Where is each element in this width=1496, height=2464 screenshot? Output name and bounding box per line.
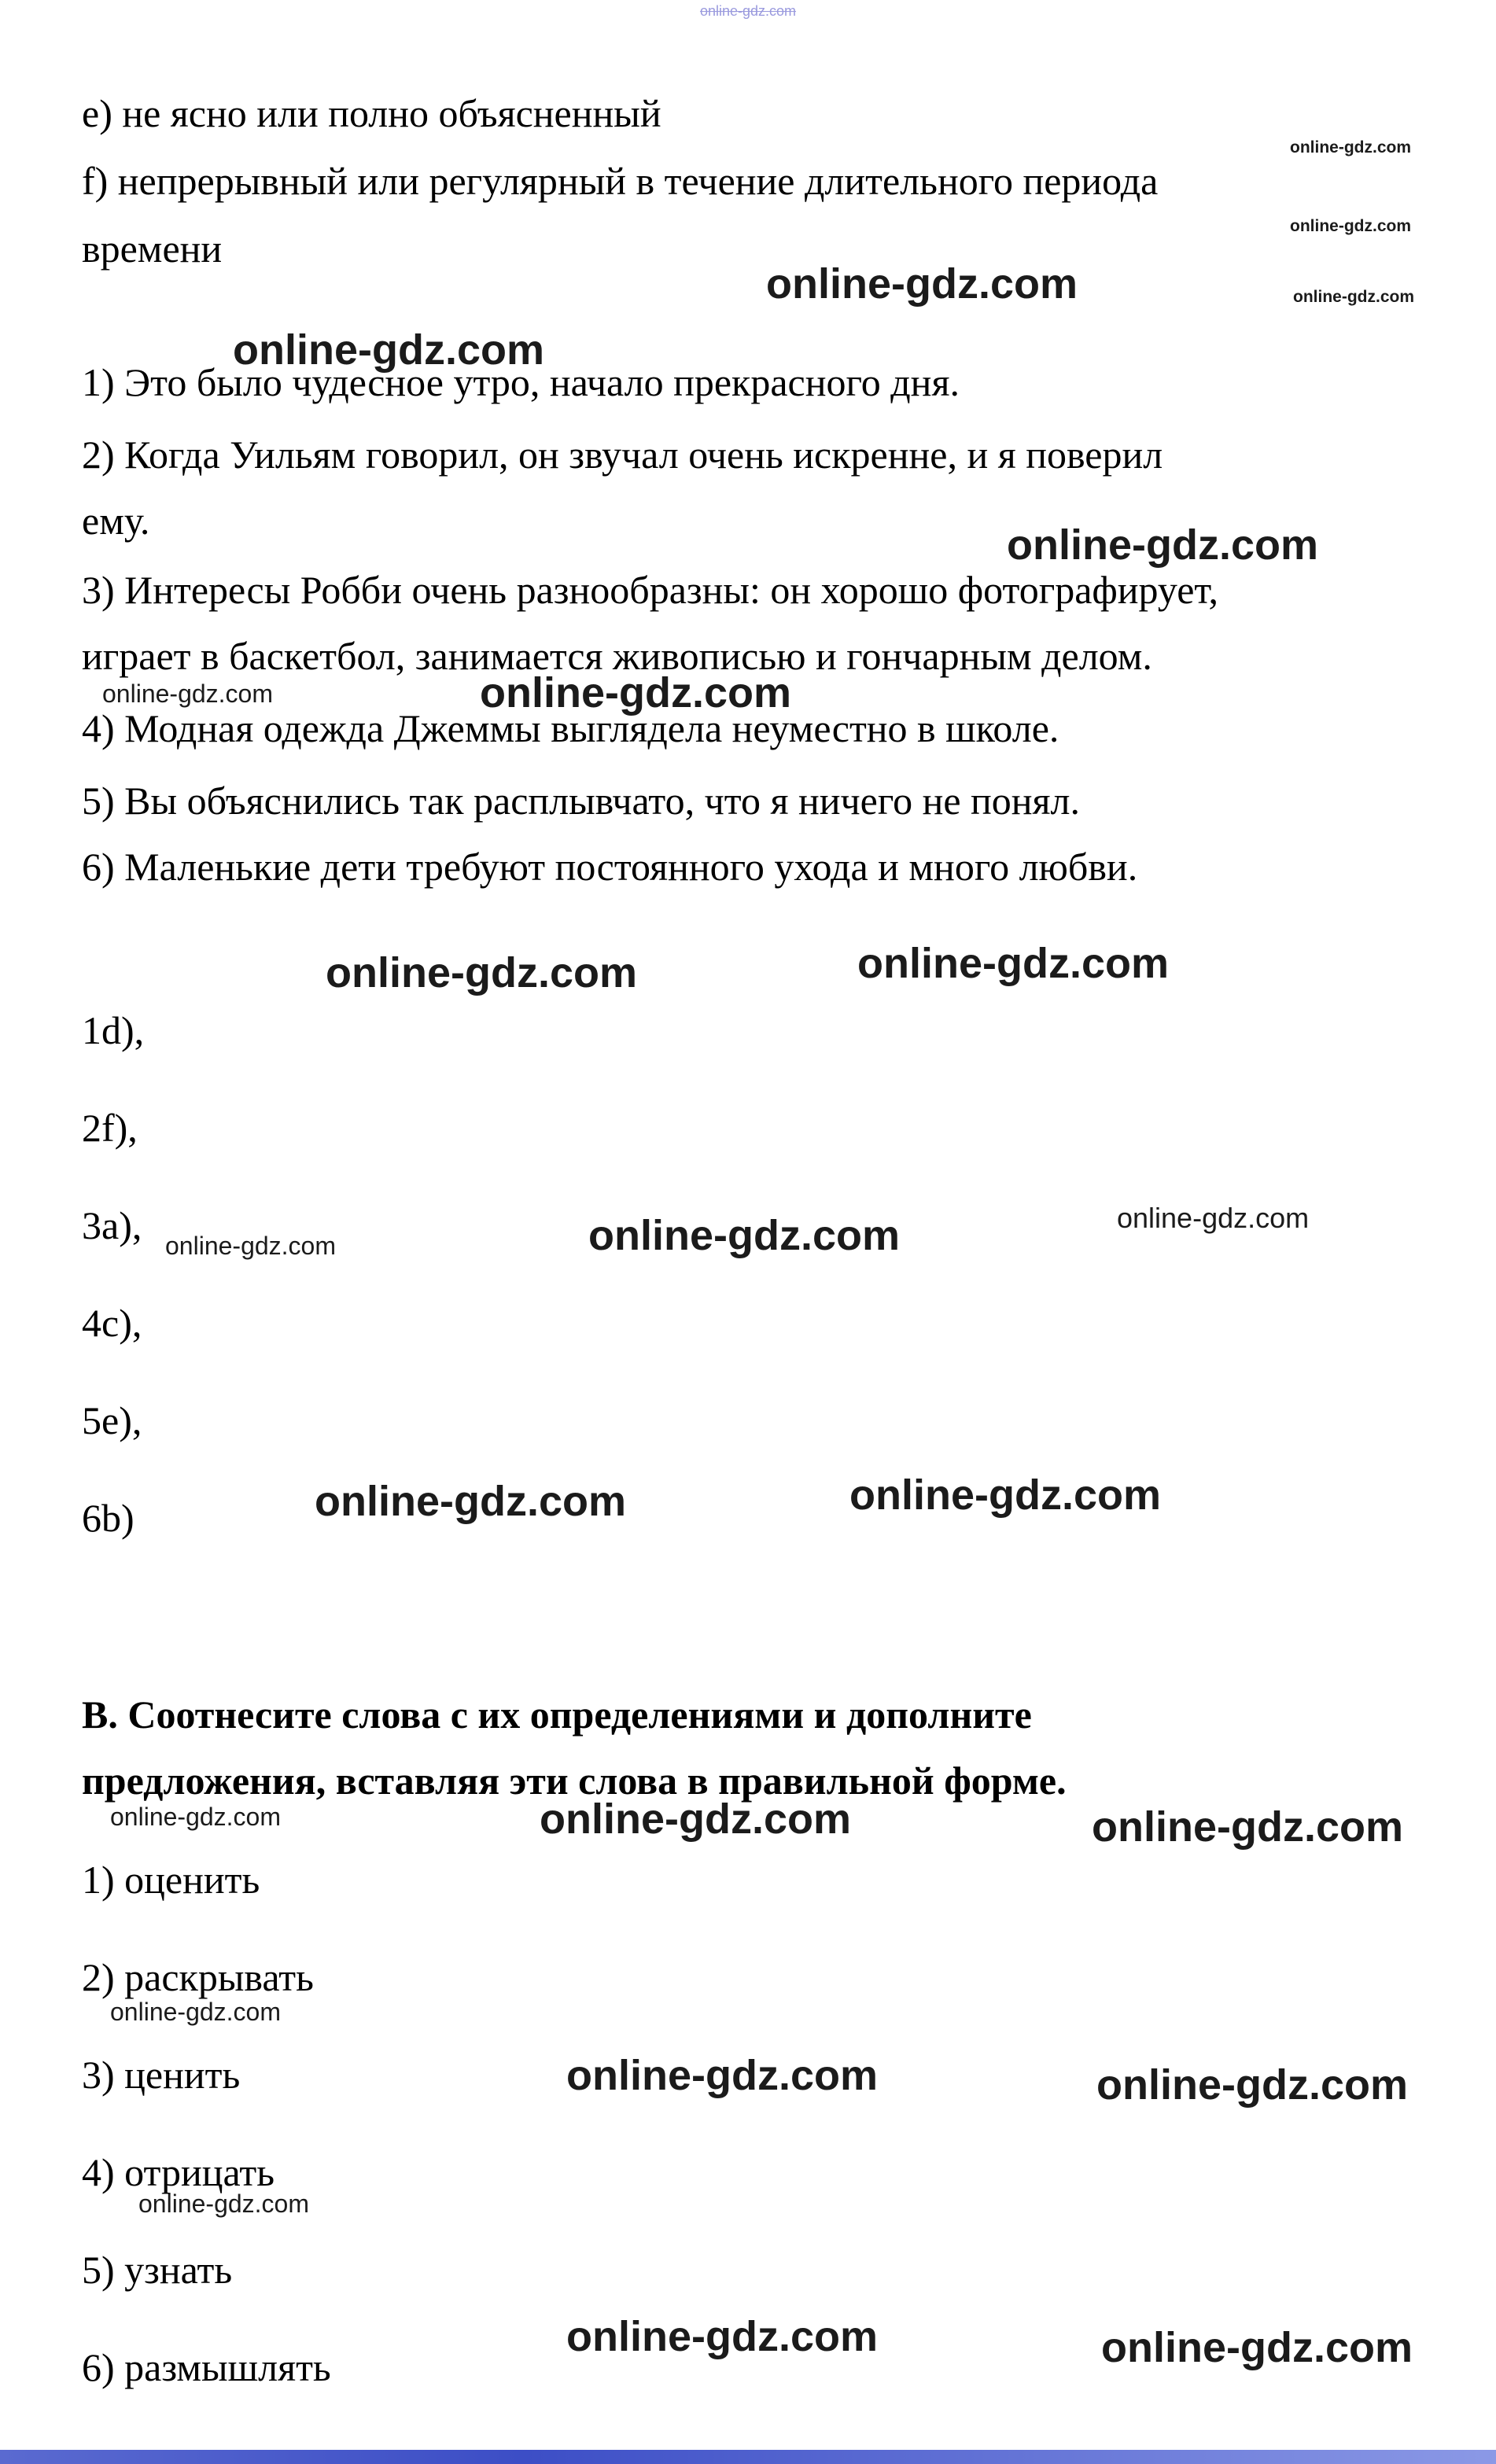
word-line: 5) узнать [82, 2248, 233, 2292]
word-line: 3) ценить [82, 2053, 241, 2097]
watermark: online-gdz.com [766, 260, 1078, 308]
definition-line: е) не ясно или полно объясненный [82, 91, 661, 135]
exercise-b-heading-line: В. Соотнесите слова с их определениями и дополните [82, 1692, 1032, 1737]
watermark: online-gdz.com [857, 940, 1169, 987]
word-line: 6) размышлять [82, 2345, 331, 2389]
exercise-b-heading-line: предложения, вставляя эти слова в правильной форме. [82, 1759, 1067, 1803]
watermark: online-gdz.com [1117, 1202, 1310, 1234]
watermark: online-gdz.com [102, 680, 273, 708]
top-watermark: online-gdz.com [699, 3, 797, 19]
watermark: online-gdz.com [849, 1471, 1161, 1519]
watermark: online-gdz.com [1101, 2324, 1413, 2371]
sentence-line: 1) Это было чудесное утро, начало прекрасного дня. [82, 360, 960, 404]
watermark: online-gdz.com [138, 2190, 309, 2218]
footer-bar [0, 2450, 1496, 2464]
word-line: 1) оценить [82, 1858, 260, 1902]
answer-line: 5е), [82, 1398, 142, 1442]
answer-line: 3а), [82, 1203, 142, 1247]
sentence-line: 3) Интересы Робби очень разнообразны: он хорошо фотографирует, [82, 568, 1219, 612]
sentence-line: 4) Модная одежда Джеммы выглядела неуместно в школе. [82, 706, 1059, 750]
sentence-line: ему. [82, 499, 150, 543]
watermark: online-gdz.com [233, 326, 544, 374]
definition-line: f) непрерывный или регулярный в течение длительного периода [82, 159, 1159, 203]
watermark: online-gdz.com [540, 1796, 851, 1843]
sentence-line: 2) Когда Уильям говорил, он звучал очень искренне, и я поверил [82, 433, 1163, 477]
watermark: online-gdz.com [110, 1803, 281, 1831]
watermark: online-gdz.com [588, 1212, 900, 1259]
watermark: online-gdz.com [1293, 288, 1414, 306]
sentence-line: 6) Маленькие дети требуют постоянного ухода и много любви. [82, 845, 1138, 889]
sentence-line: играет в баскетбол, занимается живописью и гончарным делом. [82, 634, 1152, 678]
watermark: online-gdz.com [566, 2313, 878, 2360]
watermark: online-gdz.com [566, 2052, 878, 2099]
watermark: online-gdz.com [110, 1998, 281, 2026]
answer-line: 6b) [82, 1496, 134, 1540]
watermark: online-gdz.com [315, 1478, 626, 1525]
word-line: 2) раскрывать [82, 1955, 314, 1999]
answer-line: 1d), [82, 1008, 145, 1052]
answer-line: 2f), [82, 1106, 138, 1150]
definition-line: времени [82, 227, 223, 271]
watermark: online-gdz.com [326, 949, 637, 996]
watermark: online-gdz.com [1092, 1803, 1403, 1851]
sentence-line: 5) Вы объяснились так расплывчато, что я ничего не понял. [82, 779, 1080, 823]
watermark: online-gdz.com [480, 669, 791, 716]
answer-line: 4с), [82, 1301, 142, 1345]
watermark: online-gdz.com [1096, 2061, 1408, 2109]
watermark: online-gdz.com [1007, 521, 1318, 569]
watermark: online-gdz.com [165, 1232, 336, 1260]
watermark: online-gdz.com [1290, 217, 1411, 235]
watermark: online-gdz.com [1290, 138, 1411, 157]
word-line: 4) отрицать [82, 2150, 275, 2194]
